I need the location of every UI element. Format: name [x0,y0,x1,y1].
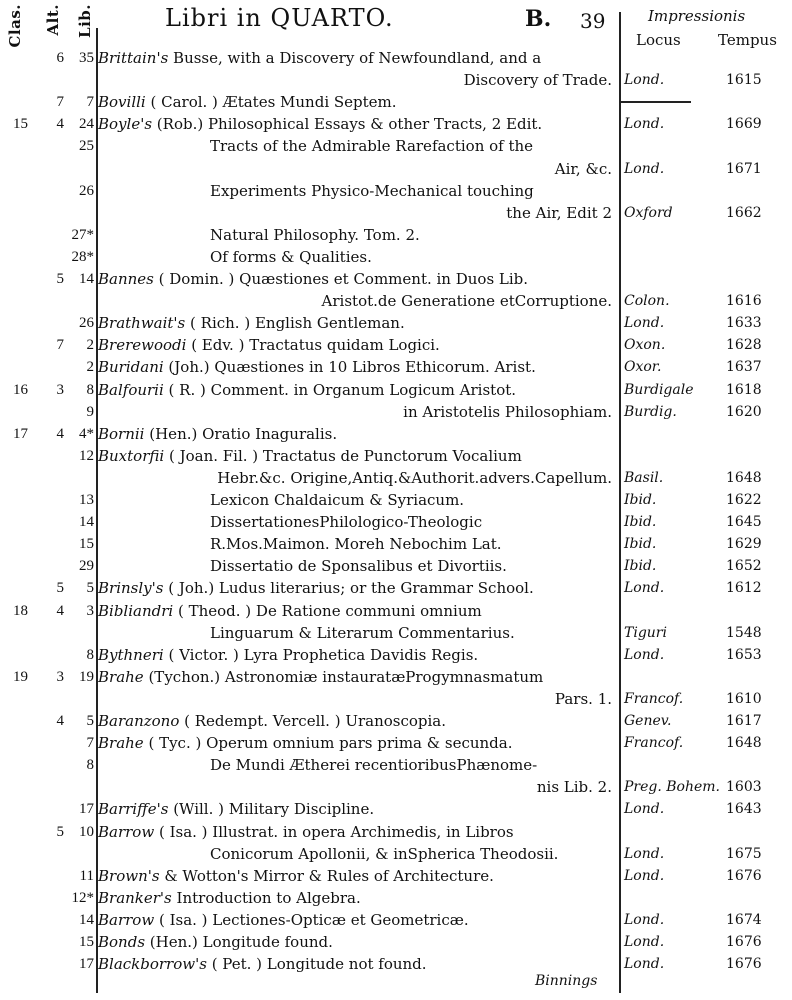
entry-author: Brown's [98,866,160,885]
entry-continuation: De Mundi Ætherei recentioribusPhænome- [210,756,538,775]
impression-year: 1653 [726,646,762,663]
list-item [0,755,792,776]
entry-author: Brathwait's [98,314,186,333]
entry-author: Brerewoodi [98,336,187,355]
entry-author: Barrow [98,822,155,841]
impression-place: Ibid. [624,558,657,575]
list-item [0,402,792,423]
impression-place: Burdigale [624,381,694,398]
impression-place: Oxon. [624,337,666,354]
entry-title [98,114,612,135]
catchword: Binnings [535,973,598,989]
tempus-heading: Tempus [718,31,777,49]
list-item [0,225,792,246]
impression-place: Ibid. [624,536,657,553]
page-title: Libri in QUARTO. [165,4,394,32]
entry-author: Buxtorfii [98,446,165,465]
list-item [0,623,792,644]
book-number: 15 [79,934,94,950]
list-item [0,777,792,798]
entry-title [98,335,612,356]
entry-author: Barrow [98,910,155,929]
list-item [0,490,792,511]
book-number: 26 [79,182,94,199]
book-number: 8 [86,757,94,774]
entry-continuation: Of forms & Qualities. [210,247,372,266]
entry-title [98,954,612,975]
shelf-number: 4 [56,713,64,729]
entry-author: Brinsly's [98,579,164,598]
list-item [0,380,792,401]
book-number: 12 [79,447,94,464]
entry-title-text: ( Tyc. ) Operum omnium pars prima & secunda. [143,734,513,753]
list-item [0,844,792,865]
entry-title-text: ( Redempt. Vercell. ) Uranoscopia. [179,712,447,730]
list-item [0,247,792,268]
entry-author: Barriffe's [98,800,169,819]
impression-year: 1628 [726,337,762,354]
list-item [0,313,792,334]
impression-year: 1618 [726,381,762,398]
book-number: 14 [79,514,94,531]
entry-title [98,910,612,931]
entry-title-text: ( Isa. ) Illustrat. in opera Archimedis, in Libros [154,822,514,841]
list-item [0,468,792,489]
entry-author: Bibliandri [98,601,174,620]
impression-year: 1616 [726,293,762,310]
entry-title-text: (Tychon.) Astronomiæ instauratæProgymnasmatum [143,667,544,686]
entry-continuation: DissertationesPhilologico-Theologic [210,513,483,532]
book-number: 9 [86,403,94,420]
entry-title [98,578,612,599]
entry-title [98,269,612,290]
list-item [0,357,792,378]
impression-year: 1633 [726,315,762,332]
entry-continuation: Natural Philosophy. Tom. 2. [210,225,420,244]
shelf-number: 4 [56,602,64,619]
impression-year: 1612 [726,580,762,597]
entry-author: Bannes [98,270,154,288]
impression-year: 1676 [726,867,762,884]
entry-title [98,645,612,666]
list-item [0,269,792,290]
entry-continuation: Pars. 1. [554,689,612,708]
entry-author: Brahe [98,734,144,753]
book-number: 7 [86,735,94,752]
entry-continuation: in Aristotelis Philosophiam. [403,402,612,421]
shelf-number: 3 [56,381,64,398]
list-item [0,291,792,312]
book-number: 2 [86,359,94,376]
entry-author: Bornii [98,424,145,443]
book-number: 12* [71,889,94,906]
impression-place: Tiguri [624,624,667,641]
entry-title [98,932,612,953]
impression-place: Francof. [624,690,684,707]
impression-place: Lond. [624,934,665,950]
list-item [0,92,792,113]
entry-title [98,601,612,622]
impression-year: 1671 [726,160,762,177]
list-item [0,799,792,820]
list-item [0,48,792,69]
entry-title-text: ( Edv. ) Tractatus quidam Logici. [186,336,440,355]
list-item [0,932,792,953]
list-item [0,645,792,666]
entry-title [98,667,612,688]
list-item [0,733,792,754]
impression-year: 1629 [726,536,762,553]
impression-place: Lond. [624,646,665,663]
entry-title-text: ( Isa. ) Lectiones-Opticæ et Geometricæ. [154,910,469,929]
entry-title-text: ( R. ) Comment. in Organum Logicum Aristot. [163,380,517,399]
entry-title-text: (Rob.) Philosophical Essays & other Tracts, 2 Edit. [152,115,543,134]
book-number: 15 [79,536,94,553]
book-number: 5 [86,580,94,597]
entry-title-text: ( Rich. ) English Gentleman. [185,314,405,333]
impression-place: Genev. [624,713,672,729]
shelf-number: 7 [56,337,64,354]
book-number: 3 [86,602,94,619]
book-number: 17 [79,956,94,973]
list-item [0,601,792,622]
list-item [0,910,792,931]
shelf-number: 7 [56,94,64,111]
entry-title [98,733,612,754]
impression-year: 1662 [726,204,762,221]
entry-author: Buridani [98,358,164,377]
entry-title [98,313,612,334]
book-number: 27* [71,226,94,243]
entry-author: Branker's [98,888,172,907]
entry-author: Bovilli [98,93,146,112]
impression-place: Lond. [624,580,665,597]
impression-year: 1675 [726,845,762,862]
entry-continuation: nis Lib. 2. [536,778,612,797]
entry-title-text: ( Theod. ) De Ratione communi omnium [173,601,482,620]
entry-title-text: ( Joan. Fil. ) Tractatus de Punctorum Vocalium [164,446,522,465]
list-item [0,424,792,445]
impression-year: 1615 [726,72,762,89]
impression-year: 1610 [726,690,762,707]
impression-place: Ibid. [624,514,657,531]
impression-place: Lond. [624,956,665,973]
impression-year: 1643 [726,801,762,818]
entry-continuation: Hebr.&c. Origine,Antiq.&Authorit.advers.Capellum. [217,468,612,487]
list-item [0,534,792,555]
shelf-number: 5 [56,823,64,840]
impression-place: Lond. [624,116,665,133]
book-number: 17 [79,801,94,818]
list-item [0,578,792,599]
entry-title-text: Busse, with a Discovery of Newfoundland, and a [168,49,542,67]
entry-continuation: Conicorum Apollonii, & inSpherica Theodosii. [210,844,559,863]
impression-place: Lond. [624,911,665,928]
entry-continuation: Linguarum & Literarum Commentarius. [210,623,515,642]
list-item [0,203,792,224]
entry-title [98,380,612,401]
entry-title-text: (Hen.) Oratio Inaguralis. [144,424,338,443]
entry-title [98,866,612,887]
list-item [0,667,792,688]
impression-place: Colon. [624,293,670,310]
impression-year: 1652 [726,558,762,575]
impression-year: 1548 [726,624,762,641]
entry-title [98,48,612,69]
entry-title-text: ( Pet. ) Longitude not found. [206,955,427,974]
entry-title [98,799,612,820]
list-item [0,888,792,909]
book-number: 29 [79,558,94,575]
impression-place: Burdig. [624,403,677,420]
locus-heading: Locus [636,31,681,49]
entry-continuation: Air, &c. [554,159,612,178]
book-number: 26 [79,315,94,332]
impression-place: Lond. [624,72,665,89]
list-item [0,711,792,732]
impression-place: Oxor. [624,359,662,376]
entry-title [98,424,612,445]
shelf-number: 4 [56,116,64,133]
book-number: 10 [79,823,94,840]
shelf-number: 5 [56,580,64,597]
entry-title-text: ( Carol. ) Ætates Mundi Septem. [145,93,397,112]
entry-title [98,92,612,113]
list-item [0,689,792,710]
book-number: 14 [79,911,94,928]
entry-author: Blackborrow's [98,955,207,974]
entry-author: Bonds [98,933,146,951]
book-number: 4* [79,425,94,442]
entry-author: Baranzono [98,712,180,730]
book-number: 19 [79,668,94,685]
book-number: 7 [86,94,94,111]
entry-title-text: ( Domin. ) Quæstiones et Comment. in Duos Lib. [153,270,529,288]
entry-continuation: Experiments Physico-Mechanical touching [210,181,534,200]
list-item [0,159,792,180]
entry-continuation: Dissertatio de Sponsalibus et Divortiis. [210,557,507,576]
list-item [0,335,792,356]
book-number: 24 [79,116,94,133]
entry-continuation: Aristot.de Generatione etCorruptione. [321,292,612,311]
book-number: 25 [79,138,94,155]
impression-year: 1676 [726,934,762,950]
entry-author: Balfourii [98,380,164,399]
entry-author: Brittain's [98,49,169,67]
impression-year: 1676 [726,956,762,973]
impression-year: 1617 [726,713,762,729]
book-number: 35 [79,50,94,66]
impression-year: 1674 [726,911,762,928]
book-number: 5 [86,713,94,729]
entry-author: Boyle's [98,115,153,134]
shelf-number: 6 [56,50,64,66]
entry-continuation: Tracts of the Admirable Rarefaction of the [210,137,534,156]
list-item [0,512,792,533]
entry-title-text: (Will. ) Military Discipline. [168,800,375,819]
impression-year: 1669 [726,116,762,133]
impression-year: 1637 [726,359,762,376]
entry-title [98,888,612,909]
entry-author: Bythneri [98,645,164,664]
impression-year: 1622 [726,492,762,508]
entry-title-text: & Wotton's Mirror & Rules of Architecture. [159,866,494,885]
list-item [0,822,792,843]
entry-author: Brahe [98,667,144,686]
impression-place: Oxford [624,204,673,221]
list-item [0,556,792,577]
impression-place: Lond. [624,160,665,177]
impression-year: 1645 [726,514,762,531]
book-number: 8 [86,381,94,398]
column-heading-lib: Lib. [76,4,94,38]
entry-title-text: Introduction to Algebra. [171,888,361,907]
column-heading-clas: Clas. [6,4,24,48]
impression-place: Francof. [624,735,684,752]
entry-title-text: (Joh.) Quæstiones in 10 Libros Ethicorum. Arist. [163,358,536,377]
shelf-number: 4 [56,425,64,442]
book-number: 2 [86,337,94,354]
entry-title-text: ( Victor. ) Lyra Prophetica Davidis Regis. [163,645,479,664]
impression-place: Lond. [624,845,665,862]
entry-title-text: ( Joh.) Ludus literarius; or the Grammar School. [163,579,534,598]
shelf-number: 3 [56,668,64,685]
shelf-number: 5 [56,271,64,287]
entry-title [98,822,612,843]
entry-continuation: Lexicon Chaldaicum & Syriacum. [210,491,465,509]
book-number: 14 [79,271,94,287]
class-number: 18 [13,602,28,619]
impression-heading: Impressionis [648,7,746,25]
impression-place: Preg. Bohem. [624,779,721,796]
entry-continuation: R.Mos.Maimon. Moreh Nebochim Lat. [210,535,502,554]
list-item [0,136,792,157]
impression-place: Ibid. [624,492,657,508]
entry-continuation: the Air, Edit 2 [506,203,612,222]
impression-place: Lond. [624,867,665,884]
impression-year: 1648 [726,469,762,486]
entry-continuation: Discovery of Trade. [463,71,612,90]
impression-year: 1648 [726,735,762,752]
list-item [0,114,792,135]
impression-place: Lond. [624,801,665,818]
impression-year: 1620 [726,403,762,420]
column-heading-alt: Alt. [44,4,62,36]
entry-title [98,357,612,378]
list-item [0,446,792,467]
class-number: 16 [13,381,28,398]
book-number: 8 [86,646,94,663]
entry-title-text: (Hen.) Longitude found. [145,933,333,951]
list-item [0,181,792,202]
class-number: 17 [13,425,28,442]
class-number: 15 [13,116,28,133]
impression-year: 1603 [726,779,762,796]
impression-place: Basil. [624,469,664,486]
class-number: 19 [13,668,28,685]
list-item [0,70,792,91]
entry-title [98,711,612,732]
section-letter: B. [525,6,552,32]
entry-title [98,446,612,467]
impression-place: Lond. [624,315,665,332]
book-number: 28* [71,248,94,265]
list-item [0,866,792,887]
book-number: 13 [79,492,94,508]
page-number: 39 [580,9,606,33]
list-item [0,954,792,975]
book-number: 11 [79,867,94,884]
